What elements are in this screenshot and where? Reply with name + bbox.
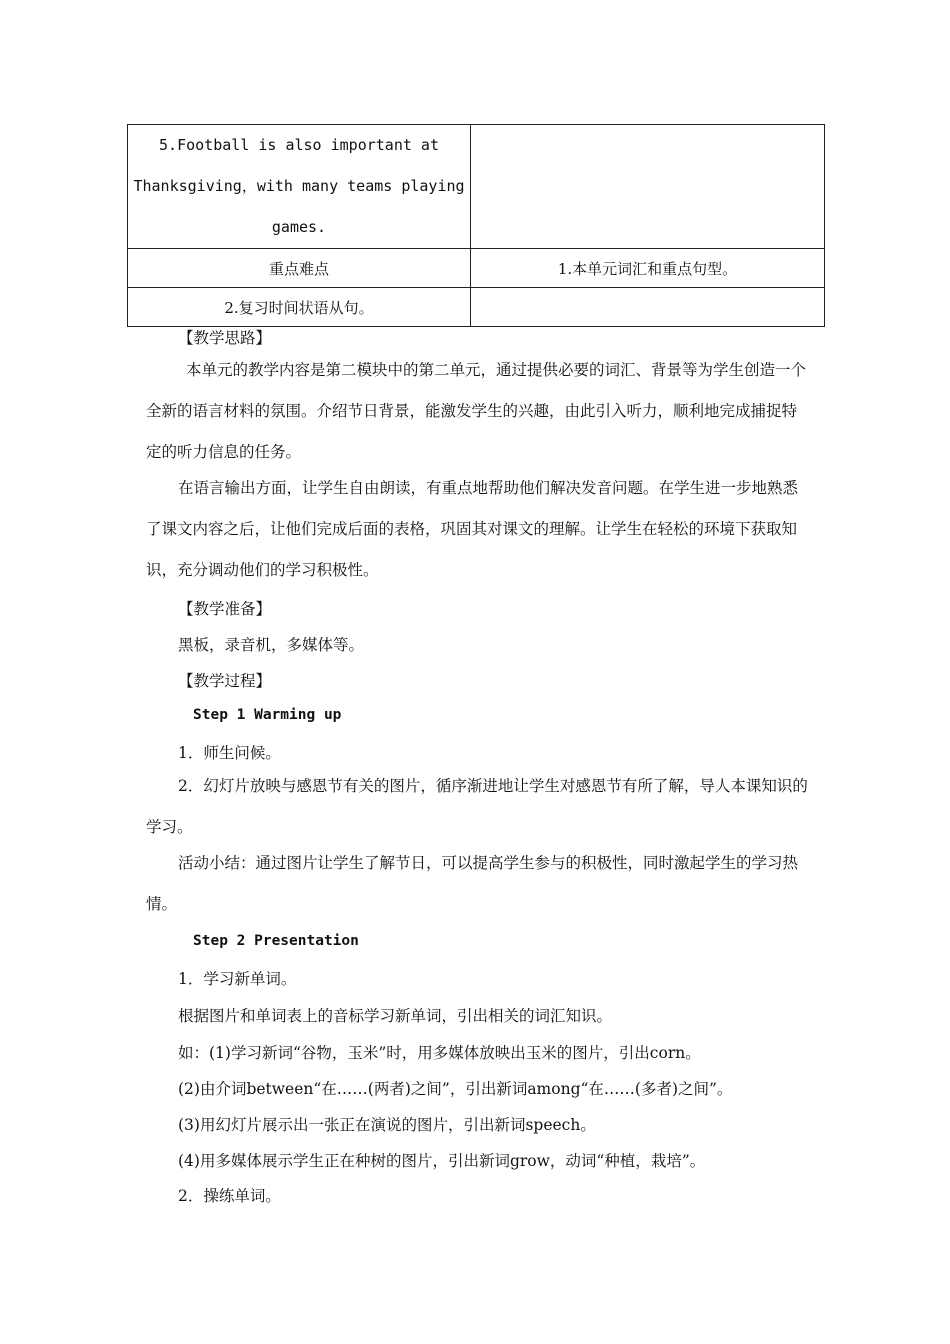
table-row [128,125,825,249]
lesson-table [127,124,825,327]
list-item: 1．师生问候。 [178,744,281,762]
list-item: 1．学习新单词。 [178,970,297,988]
table-cell: 1.本单元词汇和重点句型。 [471,249,825,288]
paragraph: (2)由介词between“在……(两者)之间”，引出新词among“在……(多者)之间”。 [178,1080,733,1098]
table-cell: 重点难点 [128,249,471,288]
list-item: 2．操练单词。 [178,1187,281,1205]
table-row [128,249,825,288]
paragraph: 在语言输出方面，让学生自由朗读，有重点地帮助他们解决发音问题。在学生进一步地熟悉了课文内容之后，让他们完成后面的表格，巩固其对课文的理解。让学生在轻松的环境下获取知识，充分调动他们的学习积极性。 [146,479,799,579]
cell-line: Thanksgiving，with many teams playing [133,177,465,195]
paragraph: 如：(1)学习新词“谷物，玉米”时，用多媒体放映出玉米的图片，引出corn。 [178,1044,701,1062]
step-title: Step 2 Presentation [193,933,359,949]
paragraph: 本单元的教学内容是第二模块中的第二单元，通过提供必要的词汇、背景等为学生创造一个全新的语言材料的氛围。介绍节日背景，能激发学生的兴趣，由此引入听力，顺利地完成捕捉特定的听力信息的任务。 [146,361,807,461]
table-cell [471,125,825,249]
table-cell [471,288,825,327]
cell-line: games. [271,218,327,236]
paragraph: (3)用幻灯片展示出一张正在演说的图片，引出新词speech。 [178,1116,596,1134]
list-item: 2．幻灯片放映与感恩节有关的图片，循序渐进地让学生对感恩节有所了解，导人本课知识的学习。 [146,777,808,836]
table-row [128,288,825,327]
paragraph: (4)用多媒体展示学生正在种树的图片，引出新词grow，动词“种植，栽培”。 [178,1152,706,1170]
table-cell: 2.复习时间状语从句。 [128,288,471,327]
step-title: Step 1 Warming up [193,707,342,723]
cell-line: 5.Football is also important at [159,136,439,154]
section-heading: 【教学过程】 [178,672,272,690]
section-heading: 【教学准备】 [178,600,272,618]
section-heading: 【教学思路】 [178,329,272,347]
paragraph: 黑板，录音机，多媒体等。 [178,636,365,654]
paragraph: 活动小结：通过图片让学生了解节日，可以提高学生参与的积极性，同时激起学生的学习热情。 [146,854,799,913]
paragraph: 根据图片和单词表上的音标学习新单词，引出相关的词汇知识。 [178,1007,613,1025]
table-cell [128,125,471,249]
